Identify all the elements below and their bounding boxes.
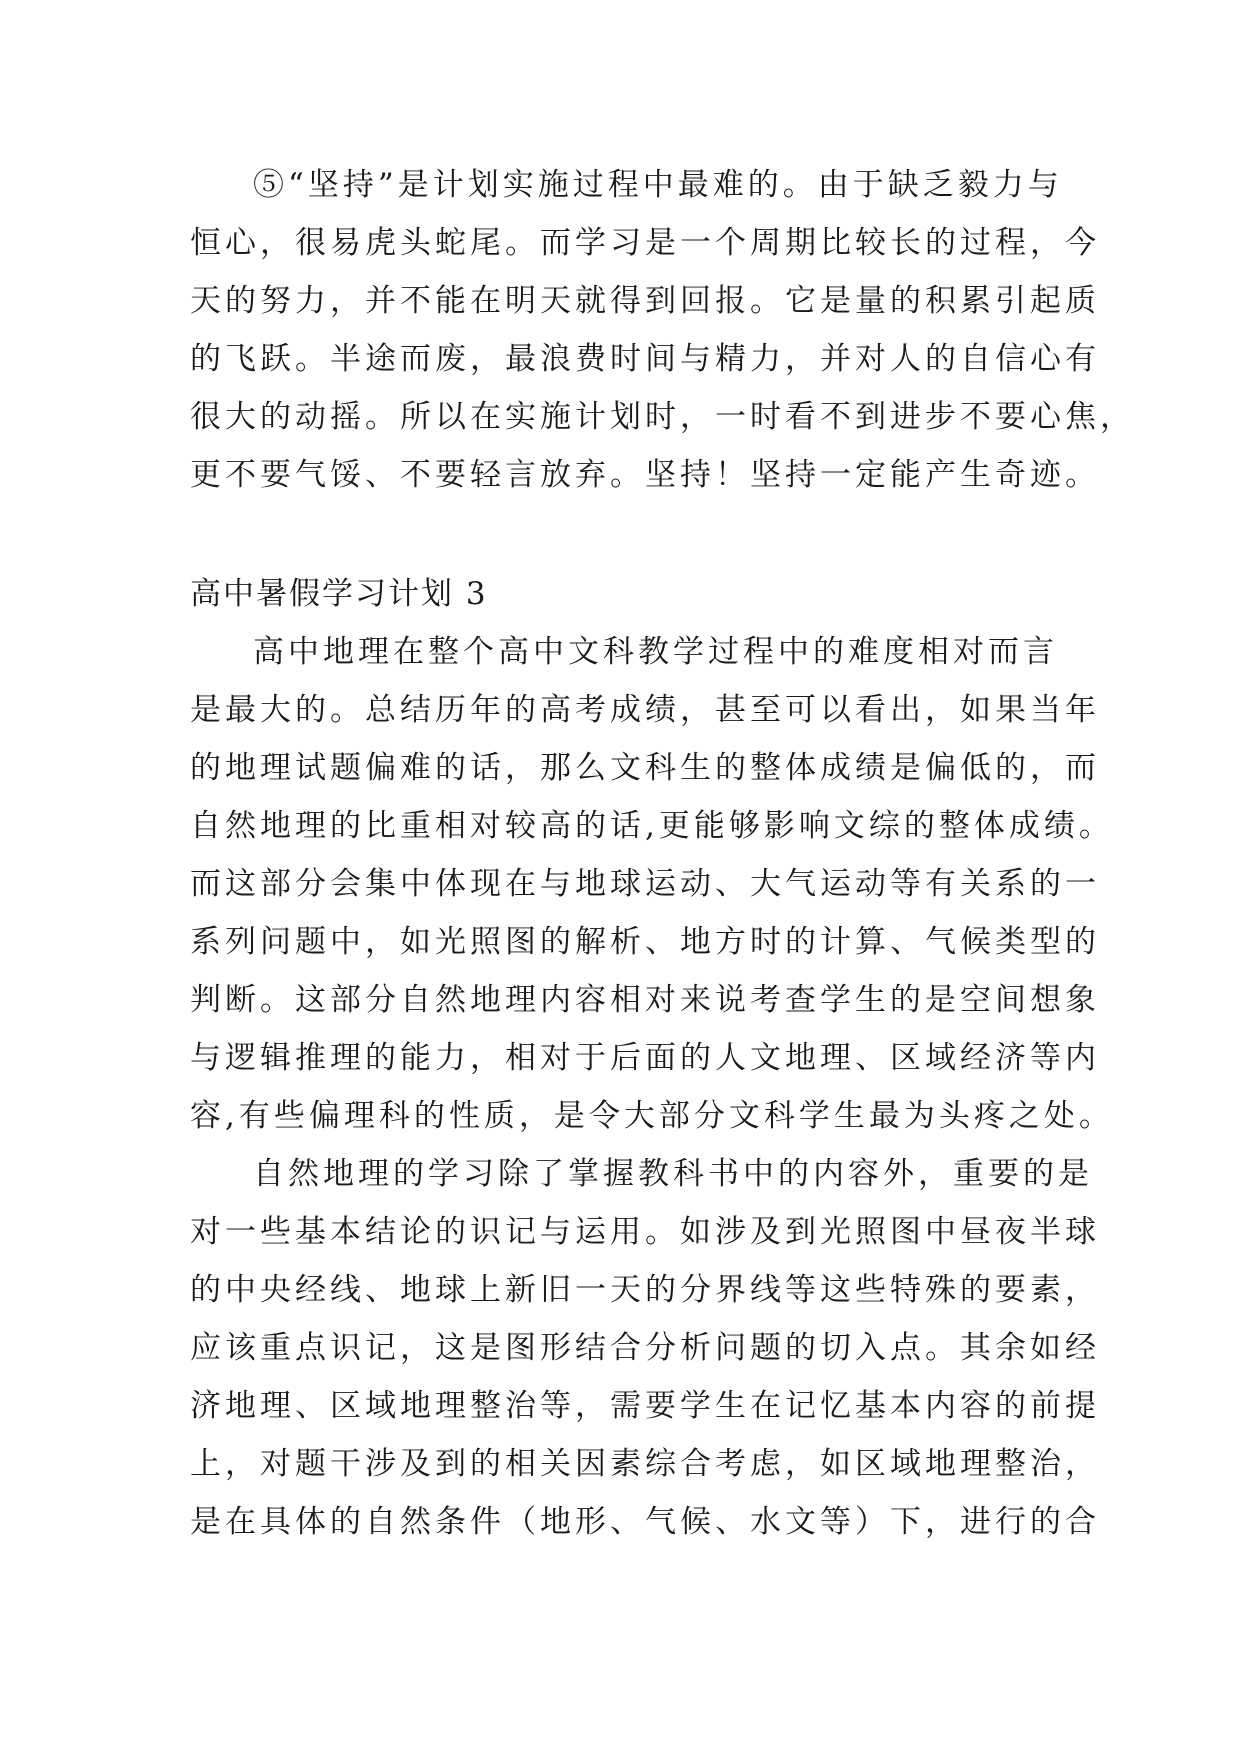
paragraph-line: 与逻辑推理的能力，相对于后面的人文地理、区域经济等内	[190, 1040, 1100, 1076]
paragraph-line: 济地理、区域地理整治等，需要学生在记忆基本内容的前提	[190, 1388, 1100, 1424]
paragraph-line: 上，对题干涉及到的相关因素综合考虑，如区域地理整治，	[190, 1446, 1100, 1482]
paragraph-line: ⑤“坚持”是计划实施过程中最难的。由于缺乏毅力与	[253, 167, 1063, 203]
paragraph-line: 对一些基本结论的识记与运用。如涉及到光照图中昼夜半球	[190, 1214, 1100, 1250]
paragraph-line: 很大的动摇。所以在实施计划时，一时看不到进步不要心焦，	[190, 399, 1135, 435]
paragraph-line: 系列问题中，如光照图的解析、地方时的计算、气候类型的	[190, 924, 1100, 960]
paragraph-line: 是在具体的自然条件（地形、气候、水文等）下，进行的合	[190, 1504, 1100, 1540]
paragraph-line: 恒心，很易虎头蛇尾。而学习是一个周期比较长的过程，今	[190, 225, 1100, 261]
paragraph-line: 自然地理的学习除了掌握教科书中的内容外，重要的是	[253, 1156, 1093, 1192]
paragraph-line: 的地理试题偏难的话，那么文科生的整体成绩是偏低的，而	[190, 750, 1100, 786]
paragraph-line: 高中地理在整个高中文科教学过程中的难度相对而言	[253, 634, 1058, 670]
paragraph-line: 的中央经线、地球上新旧一天的分界线等这些特殊的要素，	[190, 1272, 1100, 1308]
paragraph-line: 更不要气馁、不要轻言放弃。坚持！坚持一定能产生奇迹。	[190, 457, 1100, 493]
paragraph-line: 判断。这部分自然地理内容相对来说考查学生的是空间想象	[190, 982, 1100, 1018]
paragraph-line: 容,有些偏理科的性质，是令大部分文科学生最为头疼之处。	[190, 1098, 1114, 1134]
paragraph-line: 而这部分会集中体现在与地球运动、大气运动等有关系的一	[190, 866, 1100, 902]
paragraph-line: 是最大的。总结历年的高考成绩，甚至可以看出，如果当年	[190, 692, 1100, 728]
section-heading: 高中暑假学习计划 3	[190, 576, 488, 612]
paragraph-line: 自然地理的比重相对较高的话,更能够影响文综的整体成绩。	[190, 808, 1114, 844]
paragraph-line: 应该重点识记，这是图形结合分析问题的切入点。其余如经	[190, 1330, 1100, 1366]
paragraph-line: 的飞跃。半途而废，最浪费时间与精力，并对人的自信心有	[190, 341, 1100, 377]
paragraph-line: 天的努力，并不能在明天就得到回报。它是量的积累引起质	[190, 283, 1100, 319]
